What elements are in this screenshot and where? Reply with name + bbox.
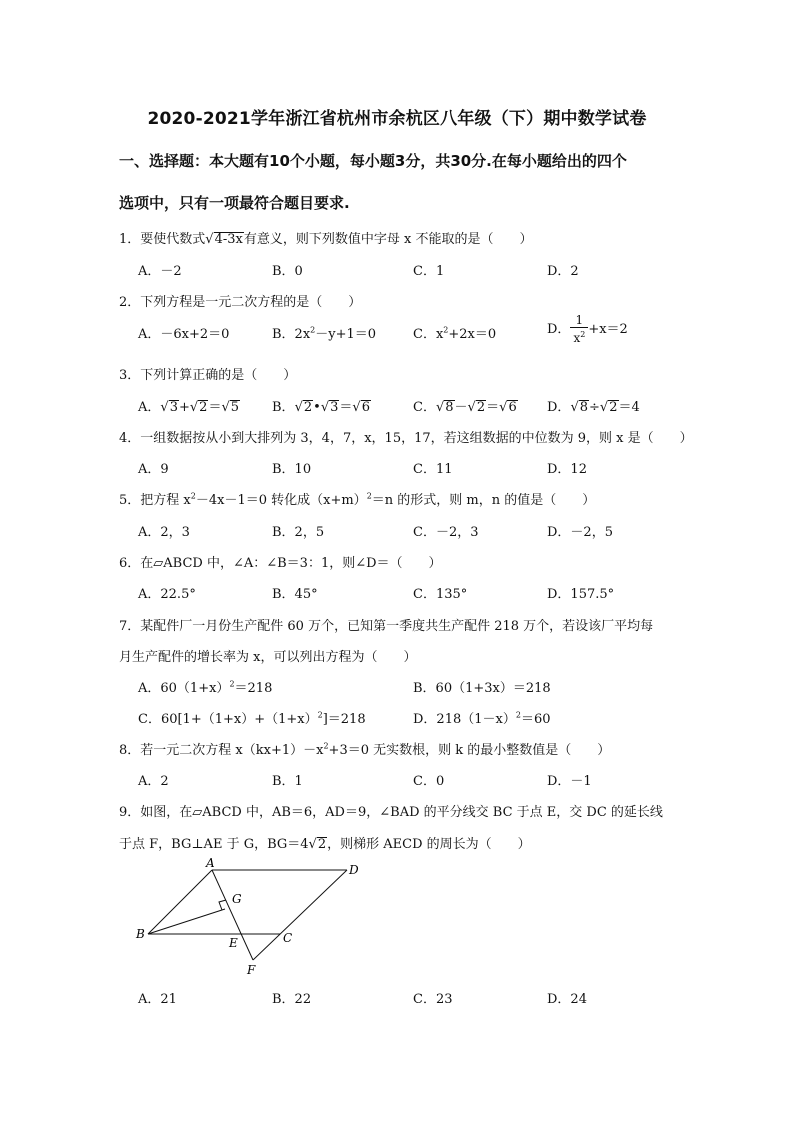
sqrt-sign: √ — [352, 400, 361, 415]
q2-b-post: －y+1＝0 — [315, 327, 377, 342]
q5-option-d: D．－2，5 — [547, 525, 613, 540]
q7-a-sup: 2 — [229, 679, 235, 689]
q1-stem-pre: 1．要使代数式 — [119, 232, 206, 247]
q5-sup2: 2 — [366, 491, 372, 501]
q7-option-c — [138, 708, 366, 727]
q6-option-d: D．157.5° — [547, 587, 615, 602]
q5-post: ＝n 的形式，则 m，n 的值是（ ） — [371, 493, 596, 508]
radicand: 6 — [508, 400, 517, 415]
question-7-stem-line1: 7．某配件厂一月份生产配件 60 万个，已知第一季度共生产配件 218 万个，若设该厂平均每 — [119, 619, 654, 634]
q3-option-d — [547, 396, 640, 415]
q5-option-b: B．2，5 — [272, 525, 325, 540]
q8-option-d: D．－1 — [547, 774, 592, 789]
q2-d-den: x — [573, 331, 581, 345]
label-E: E — [229, 936, 238, 950]
sqrt-sign: √ — [570, 400, 579, 415]
q6-option-a: A．22.5° — [138, 587, 196, 602]
q3-c-label: C． — [413, 400, 436, 415]
q5-sup1: 2 — [190, 491, 196, 501]
operator: ÷ — [589, 400, 600, 415]
label-G: G — [232, 892, 242, 906]
question-7-stem-line2: 月生产配件的增长率为 x，可以列出方程为（ ） — [119, 650, 417, 665]
q8-post: +3＝0 无实数根，则 k 的最小整数值是（ ） — [328, 743, 611, 758]
sqrt-sign: √ — [320, 400, 330, 415]
section-heading-line2: 选项中，只有一项最符合题目要求. — [119, 194, 350, 212]
q8-option-c: C．0 — [413, 774, 445, 789]
q3-option-a — [138, 396, 240, 415]
q3-option-b — [272, 396, 371, 415]
q2-b-pre: B．2x — [272, 327, 311, 342]
section-heading-line1: 一、选择题：本大题有10个小题，每小题3分，共30分.在每小题给出的四个 — [119, 152, 627, 170]
q2-b-sup: 2 — [310, 325, 316, 335]
q1-option-a: A．－2 — [138, 264, 182, 279]
label-A: A — [206, 856, 215, 870]
q7-d-sup: 2 — [515, 710, 521, 720]
q2-option-d — [547, 314, 628, 345]
q4-option-b: B．10 — [272, 462, 312, 477]
q7-d-post: ＝60 — [520, 712, 551, 727]
q9-line2-post: ，则梯形 AECD 的周长为（ ） — [327, 837, 531, 852]
q9-option-c: C．23 — [413, 992, 453, 1007]
operator: • — [313, 400, 321, 415]
q8-option-b: B．1 — [272, 774, 303, 789]
radicand: 2 — [609, 400, 618, 415]
sqrt-sign: √ — [308, 837, 317, 852]
q1-radicand: 4-3x — [214, 232, 243, 247]
q7-c-pre: C．60[1+（1+x）+（1+x） — [138, 712, 318, 727]
label-C: C — [283, 931, 293, 945]
question-4-stem: 4．一组数据按从小到大排列为 3，4，7，x，15，17，若这组数据的中位数为 9，则 x 是（ ） — [119, 431, 693, 446]
q1-option-d: D．2 — [547, 264, 579, 279]
question-8-stem — [119, 739, 610, 758]
radicand: 8 — [579, 400, 589, 415]
question-9-stem-line1: 9．如图，在▱ABCD 中，AB＝6，AD＝9，∠BAD 的平分线交 BC 于点 E，交 DC 的延长线 — [119, 805, 663, 820]
radicand: 2 — [199, 400, 208, 415]
q7-d-pre: D．218（1－x） — [413, 712, 516, 727]
q7-a-post: ＝218 — [234, 681, 273, 696]
radicand: 6 — [361, 400, 370, 415]
q3-option-c — [413, 396, 518, 415]
sqrt-sign: √ — [435, 400, 445, 415]
question-9-stem-line2 — [119, 833, 531, 852]
q2-d-post: +x＝2 — [588, 322, 628, 337]
q4-option-c: C．11 — [413, 462, 453, 477]
q1-option-b: B．0 — [272, 264, 303, 279]
radicand: 8 — [445, 400, 454, 415]
segment-BG — [148, 909, 225, 934]
q2-option-b — [272, 323, 376, 342]
sqrt-sign: √ — [205, 232, 214, 247]
operator: + — [178, 400, 190, 415]
segment-DC-extended — [253, 870, 347, 960]
parallelogram-figure — [130, 856, 380, 981]
sqrt-sign: √ — [499, 400, 508, 415]
operator: － — [454, 400, 468, 415]
q6-option-b: B．45° — [272, 587, 318, 602]
q3-d-label: D． — [547, 400, 571, 415]
q9-option-b: B．22 — [272, 992, 312, 1007]
fraction-denominator — [570, 328, 588, 345]
q2-d-label: D． — [547, 322, 571, 337]
q3-b-label: B． — [272, 400, 295, 415]
radicand: 5 — [230, 400, 240, 415]
label-F: F — [247, 963, 256, 977]
radicand: 2 — [476, 400, 486, 415]
radicand: 3 — [330, 400, 339, 415]
q2-option-c — [413, 323, 496, 342]
sqrt-sign: √ — [160, 400, 169, 415]
q7-option-d — [413, 708, 550, 727]
equals: ＝4 — [618, 400, 640, 415]
q2-d-fraction — [570, 314, 588, 345]
q7-option-a — [138, 677, 272, 696]
equals: ＝ — [486, 400, 500, 415]
q9-line2-pre: 于点 F，BG⊥AE 于 G，BG＝4 — [119, 837, 309, 852]
label-D: D — [349, 863, 359, 877]
q2-c-sup: 2 — [443, 325, 449, 335]
q2-c-post: +2x＝0 — [448, 327, 497, 342]
q5-pre: 5．把方程 x — [119, 493, 191, 508]
q8-sup: 2 — [323, 741, 329, 751]
label-B: B — [136, 927, 145, 941]
q1-stem-post: 有意义，则下列数值中字母 x 不能取的是（ ） — [243, 232, 533, 247]
q7-c-post: ]＝218 — [322, 712, 366, 727]
q4-option-d: D．12 — [547, 462, 587, 477]
q2-c-pre: C．x — [413, 327, 444, 342]
sqrt-sign: √ — [599, 400, 609, 415]
sqrt-sign: √ — [189, 400, 199, 415]
equals: ＝ — [339, 400, 353, 415]
q5-option-c: C．－2，3 — [413, 525, 479, 540]
q5-option-a: A．2，3 — [138, 525, 190, 540]
question-6-stem: 6．在▱ABCD 中，∠A：∠B＝3：1，则∠D＝（ ） — [119, 556, 442, 571]
q6-option-c: C．135° — [413, 587, 468, 602]
right-angle-mark — [219, 900, 226, 910]
q8-pre: 8．若一元二次方程 x（kx+1）－x — [119, 743, 324, 758]
q7-a-pre: A．60（1+x） — [138, 681, 230, 696]
sqrt-sign: √ — [294, 400, 303, 415]
q5-mid: －4x－1＝0 转化成（x+m） — [195, 493, 367, 508]
segment-AB — [148, 870, 212, 934]
question-2-stem: 2．下列方程是一元二次方程的是（ ） — [119, 295, 362, 310]
q9-option-d: D．24 — [547, 992, 587, 1007]
q1-option-c: C．1 — [413, 264, 445, 279]
question-5-stem — [119, 489, 595, 508]
exam-title: 2020-2021学年浙江省杭州市余杭区八年级（下）期中数学试卷 — [147, 109, 647, 129]
fraction-numerator: 1 — [570, 314, 588, 328]
q2-d-den-sup: 2 — [580, 330, 586, 339]
q8-option-a: A．2 — [138, 774, 169, 789]
sqrt-sign: √ — [221, 400, 230, 415]
q4-option-a: A．9 — [138, 462, 169, 477]
q7-option-b: B．60（1+3x）＝218 — [413, 681, 551, 696]
equals: ＝ — [208, 400, 222, 415]
q7-c-sup: 2 — [317, 710, 323, 720]
q9-option-a: A．21 — [138, 992, 177, 1007]
q9-radicand: 2 — [317, 837, 327, 852]
radicand: 2 — [303, 400, 313, 415]
q3-a-label: A． — [138, 400, 161, 415]
q2-option-a: A．－6x+2＝0 — [138, 327, 230, 342]
radicand: 3 — [169, 400, 178, 415]
sqrt-sign: √ — [467, 400, 476, 415]
question-1-stem — [119, 228, 532, 247]
question-3-stem: 3．下列计算正确的是（ ） — [119, 368, 297, 383]
